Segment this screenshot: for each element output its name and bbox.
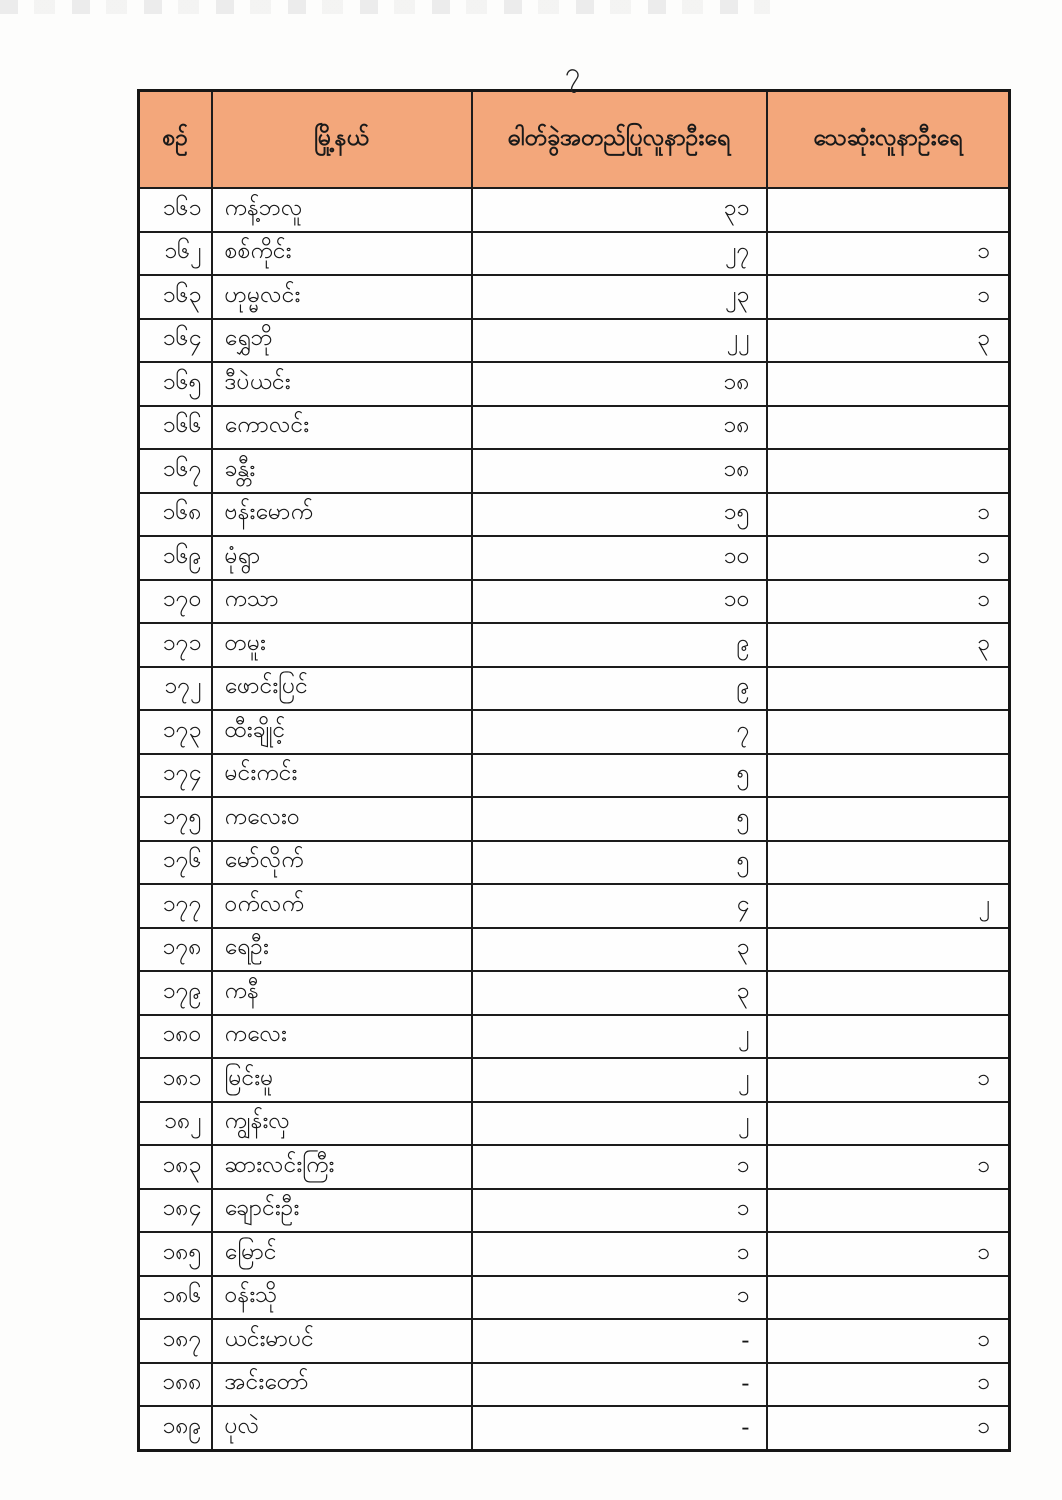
cell-serial: ၁၆၈ bbox=[139, 493, 212, 537]
cell-deaths bbox=[767, 710, 1010, 754]
header-confirmed: ဓါတ်ခွဲအတည်ပြုလူနာဦးရေ bbox=[472, 91, 767, 189]
table-row bbox=[139, 319, 1010, 363]
table-row bbox=[139, 1145, 1010, 1189]
cell-township: ရေဦး bbox=[212, 928, 472, 972]
cell-serial: ၁၇၄ bbox=[139, 754, 212, 798]
cell-confirmed: ၇ bbox=[472, 710, 767, 754]
cell-deaths: ၃ bbox=[767, 623, 1010, 667]
table-row bbox=[139, 1406, 1010, 1450]
table-row bbox=[139, 275, 1010, 319]
cell-deaths: ၁ bbox=[767, 1058, 1010, 1102]
cell-confirmed: ၁၈ bbox=[472, 362, 767, 406]
table-row bbox=[139, 188, 1010, 232]
table-row bbox=[139, 667, 1010, 711]
cell-deaths: ၁ bbox=[767, 580, 1010, 624]
table-row bbox=[139, 841, 1010, 885]
cell-serial: ၁၇၆ bbox=[139, 841, 212, 885]
cell-confirmed: ၉ bbox=[472, 667, 767, 711]
table-row bbox=[139, 232, 1010, 276]
cell-serial: ၁၈၂ bbox=[139, 1102, 212, 1146]
cell-serial: ၁၆၃ bbox=[139, 275, 212, 319]
cell-deaths bbox=[767, 188, 1010, 232]
cell-deaths: ၃ bbox=[767, 319, 1010, 363]
cell-confirmed: - bbox=[472, 1363, 767, 1407]
cell-deaths: ၁ bbox=[767, 536, 1010, 580]
header-row bbox=[139, 91, 1010, 189]
cell-confirmed: ၁ bbox=[472, 1232, 767, 1276]
table-row bbox=[139, 1363, 1010, 1407]
cell-deaths: ၁ bbox=[767, 1363, 1010, 1407]
cell-deaths: ၁ bbox=[767, 1406, 1010, 1450]
cell-confirmed: ၁၅ bbox=[472, 493, 767, 537]
cell-serial: ၁၈၃ bbox=[139, 1145, 212, 1189]
table-row bbox=[139, 754, 1010, 798]
header-deaths: သေဆုံးလူနာဦးရေ bbox=[767, 91, 1010, 189]
cell-deaths: ၁ bbox=[767, 1145, 1010, 1189]
cell-confirmed: ၂၇ bbox=[472, 232, 767, 276]
cell-township: ပုလဲ bbox=[212, 1406, 472, 1450]
cell-township: ကနီ bbox=[212, 971, 472, 1015]
cell-deaths bbox=[767, 797, 1010, 841]
table-body bbox=[139, 188, 1010, 1450]
header-township: မြို့နယ် bbox=[212, 91, 472, 189]
cell-township: မင်းကင်း bbox=[212, 754, 472, 798]
cell-serial: ၁၈၆ bbox=[139, 1276, 212, 1320]
cell-confirmed: ၂၂ bbox=[472, 319, 767, 363]
cell-township: မုံရွာ bbox=[212, 536, 472, 580]
cell-serial: ၁၇၂ bbox=[139, 667, 212, 711]
cell-deaths bbox=[767, 841, 1010, 885]
cell-deaths bbox=[767, 1102, 1010, 1146]
cell-township: စစ်ကိုင်း bbox=[212, 232, 472, 276]
cell-serial: ၁၇၃ bbox=[139, 710, 212, 754]
cell-confirmed: ၁၈ bbox=[472, 449, 767, 493]
cell-township: ဖောင်းပြင် bbox=[212, 667, 472, 711]
cell-serial: ၁၇၁ bbox=[139, 623, 212, 667]
cell-township: ကသာ bbox=[212, 580, 472, 624]
cell-deaths bbox=[767, 362, 1010, 406]
table-row bbox=[139, 449, 1010, 493]
header-serial: စဉ် bbox=[139, 91, 212, 189]
cell-township: ထီးချိုင့် bbox=[212, 710, 472, 754]
cell-serial: ၁၆၉ bbox=[139, 536, 212, 580]
cell-township: ကောလင်း bbox=[212, 406, 472, 450]
cell-township: ကျွန်းလှ bbox=[212, 1102, 472, 1146]
cell-serial: ၁၈၀ bbox=[139, 1015, 212, 1059]
cell-serial: ၁၆၄ bbox=[139, 319, 212, 363]
table-row bbox=[139, 971, 1010, 1015]
cell-confirmed: ၁၀ bbox=[472, 580, 767, 624]
table-row bbox=[139, 406, 1010, 450]
cell-confirmed: ၅ bbox=[472, 797, 767, 841]
cell-confirmed: ၉ bbox=[472, 623, 767, 667]
table-row bbox=[139, 1319, 1010, 1363]
table-row bbox=[139, 1189, 1010, 1233]
cell-serial: ၁၇၇ bbox=[139, 884, 212, 928]
cell-confirmed: ၃ bbox=[472, 928, 767, 972]
cell-serial: ၁၇၀ bbox=[139, 580, 212, 624]
cell-township: ခန္တီး bbox=[212, 449, 472, 493]
cell-confirmed: - bbox=[472, 1319, 767, 1363]
cell-township: ဝန်းသို bbox=[212, 1276, 472, 1320]
cell-serial: ၁၈၇ bbox=[139, 1319, 212, 1363]
table-row bbox=[139, 493, 1010, 537]
cell-township: ရွှေဘို bbox=[212, 319, 472, 363]
cell-confirmed: ၃ bbox=[472, 971, 767, 1015]
cell-serial: ၁၆၇ bbox=[139, 449, 212, 493]
cell-deaths bbox=[767, 971, 1010, 1015]
cell-deaths bbox=[767, 1015, 1010, 1059]
covid-township-table bbox=[137, 89, 1011, 1452]
cell-deaths bbox=[767, 1189, 1010, 1233]
table-row bbox=[139, 1015, 1010, 1059]
cell-confirmed: ၂ bbox=[472, 1058, 767, 1102]
cell-township: ကန့်ဘလူ bbox=[212, 188, 472, 232]
cell-deaths: ၁ bbox=[767, 1232, 1010, 1276]
cell-serial: ၁၆၆ bbox=[139, 406, 212, 450]
cell-serial: ၁၇၅ bbox=[139, 797, 212, 841]
cell-confirmed: ၂၃ bbox=[472, 275, 767, 319]
cell-serial: ၁၆၁ bbox=[139, 188, 212, 232]
cell-deaths bbox=[767, 449, 1010, 493]
table-row bbox=[139, 623, 1010, 667]
table-row bbox=[139, 710, 1010, 754]
cell-confirmed: ၁၈ bbox=[472, 406, 767, 450]
cell-confirmed: - bbox=[472, 1406, 767, 1450]
cell-confirmed: ၂ bbox=[472, 1102, 767, 1146]
cell-confirmed: ၂ bbox=[472, 1015, 767, 1059]
cell-township: ကလေးဝ bbox=[212, 797, 472, 841]
cell-deaths bbox=[767, 406, 1010, 450]
cell-township: ဝက်လက် bbox=[212, 884, 472, 928]
cell-serial: ၁၆၅ bbox=[139, 362, 212, 406]
cell-township: အင်းတော် bbox=[212, 1363, 472, 1407]
cell-serial: ၁၈၈ bbox=[139, 1363, 212, 1407]
table-header bbox=[139, 91, 1010, 189]
cell-deaths bbox=[767, 667, 1010, 711]
table-row bbox=[139, 797, 1010, 841]
table-row bbox=[139, 1102, 1010, 1146]
cell-confirmed: ၃၁ bbox=[472, 188, 767, 232]
cell-township: မော်လိုက် bbox=[212, 841, 472, 885]
cell-serial: ၁၈၄ bbox=[139, 1189, 212, 1233]
table-row bbox=[139, 1058, 1010, 1102]
cell-confirmed: ၄ bbox=[472, 884, 767, 928]
cell-township: ဆားလင်းကြီး bbox=[212, 1145, 472, 1189]
cell-deaths: ၁ bbox=[767, 1319, 1010, 1363]
cell-township: တမူး bbox=[212, 623, 472, 667]
table-row bbox=[139, 928, 1010, 972]
cell-serial: ၁၈၉ bbox=[139, 1406, 212, 1450]
page-number: ၇ bbox=[564, 57, 581, 88]
cell-serial: ၁၈၁ bbox=[139, 1058, 212, 1102]
table-row bbox=[139, 580, 1010, 624]
scan-artifact bbox=[0, 0, 770, 14]
cell-confirmed: ၅ bbox=[472, 754, 767, 798]
cell-deaths bbox=[767, 1276, 1010, 1320]
cell-confirmed: ၁ bbox=[472, 1145, 767, 1189]
cell-township: ချောင်းဦး bbox=[212, 1189, 472, 1233]
cell-deaths: ၁ bbox=[767, 232, 1010, 276]
cell-confirmed: ၅ bbox=[472, 841, 767, 885]
cell-confirmed: ၁၀ bbox=[472, 536, 767, 580]
cell-township: ဟုမ္မလင်း bbox=[212, 275, 472, 319]
cell-serial: ၁၇၉ bbox=[139, 971, 212, 1015]
cell-serial: ၁၆၂ bbox=[139, 232, 212, 276]
cell-confirmed: ၁ bbox=[472, 1189, 767, 1233]
table-row bbox=[139, 536, 1010, 580]
cell-deaths: ၁ bbox=[767, 275, 1010, 319]
cell-deaths bbox=[767, 928, 1010, 972]
table-row bbox=[139, 1232, 1010, 1276]
table-row bbox=[139, 884, 1010, 928]
cell-deaths bbox=[767, 754, 1010, 798]
cell-township: မြင်းမူ bbox=[212, 1058, 472, 1102]
table-row bbox=[139, 362, 1010, 406]
cell-deaths: ၂ bbox=[767, 884, 1010, 928]
cell-township: ကလေး bbox=[212, 1015, 472, 1059]
table-row bbox=[139, 1276, 1010, 1320]
cell-deaths: ၁ bbox=[767, 493, 1010, 537]
cell-serial: ၁၇၈ bbox=[139, 928, 212, 972]
cell-township: မြောင် bbox=[212, 1232, 472, 1276]
cell-township: ဗန်းမောက် bbox=[212, 493, 472, 537]
cell-confirmed: ၁ bbox=[472, 1276, 767, 1320]
cell-township: ယင်းမာပင် bbox=[212, 1319, 472, 1363]
cell-township: ဒီပဲယင်း bbox=[212, 362, 472, 406]
cell-serial: ၁၈၅ bbox=[139, 1232, 212, 1276]
